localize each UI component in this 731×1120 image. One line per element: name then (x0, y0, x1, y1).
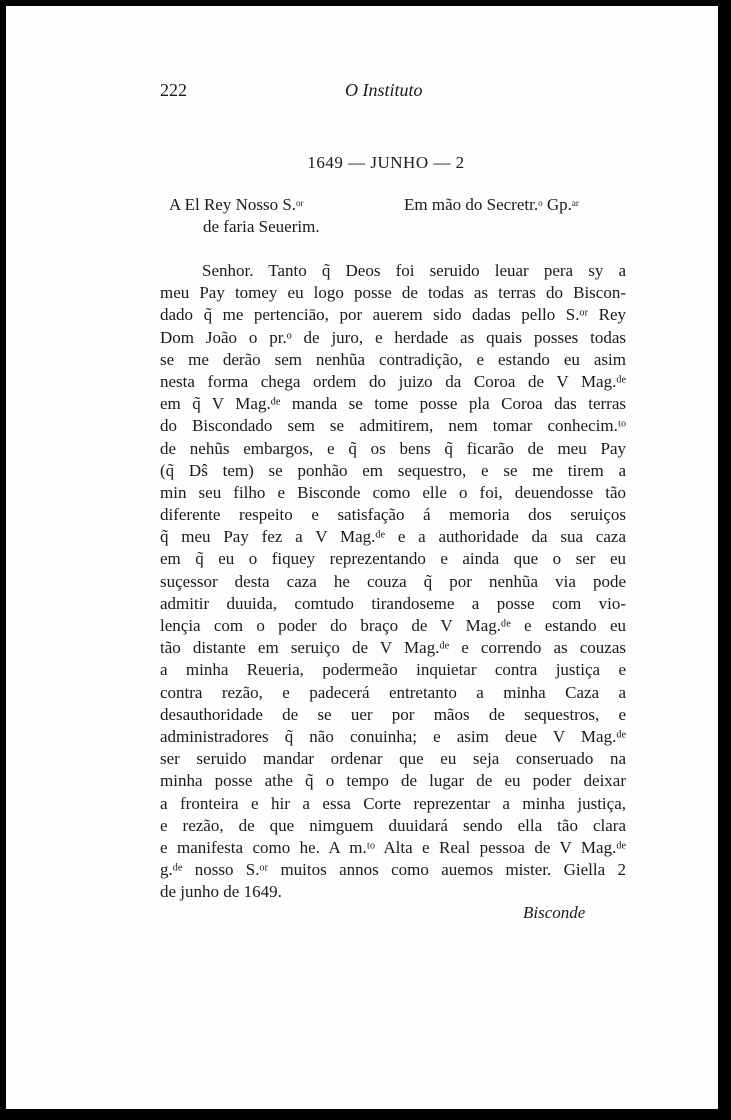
body-line: de nehũs embargos, e q̃ os bens q̃ ficarão de meu Pay (160, 438, 626, 458)
signature: Bisconde (523, 903, 586, 922)
body-line: administradores q̃ não conuinha; e asim deue V Mag.ᵈᵉ (160, 726, 626, 746)
letter-body (160, 260, 626, 903)
body-line: Dom João o pr.ᵒ de juro, e herdade as quais posses todas (160, 327, 626, 347)
body-line: a minha Reueria, podermeão inquietar contra justiça e (160, 660, 626, 680)
body-line: (q̃ Dŝ tem) se ponhão em sequestro, e se me tirem a (160, 460, 626, 480)
addressee-block (169, 194, 320, 238)
body-line: minha posse athe q̃ o tempo de lugar de eu poder deixar (160, 771, 626, 791)
body-line: tão distante em seruiço de V Mag.ᵈᵉ e correndo as couzas (160, 638, 626, 658)
body-line: suçessor desta caza he couza q̃ por nenhũa via pode (160, 571, 626, 591)
body-line: e manifesta como he. A m.ᵗᵒ Alta e Real pessoa de V Mag.ᵈᵉ (160, 837, 626, 857)
addressee-line-1: A El Rey Nosso S.$^{or}$ (169, 195, 304, 214)
body-line: em q̃ eu o fiquey reprezentando e ainda que o ser eu (160, 549, 626, 569)
body-line: nesta forma chega ordem do juizo da Coroa de V Mag.ᵈᵉ (160, 371, 626, 391)
body-line: admitir duuida, comtudo tirandoseme a posse com vio- (160, 593, 626, 613)
body-line: se me derão sem nenhũa contradição, e estando eu asim (160, 349, 626, 369)
page-header (6, 80, 724, 104)
body-line: g.ᵈᵉ nosso S.ᵒʳ muitos annos como auemos mister. Giella 2 (160, 860, 626, 880)
body-line: contra rezão, e padecerá entretanto a minha Caza a (160, 682, 626, 702)
page-number: 222 (160, 80, 187, 100)
letter-date-heading: 1649 — JUNHO — 2 (307, 153, 465, 172)
body-line: do Biscondado sem se admitirem, nem tomar conhecim.ᵗᵒ (160, 416, 626, 436)
document-page (6, 6, 724, 1109)
body-line: e rezão, de que nimguem duuidará sendo ella tão clara (160, 815, 626, 835)
body-line: diferente respeito e satisfação á memoria dos seruiços (160, 505, 626, 525)
body-line: meu Pay tomey eu logo posse de todas as terras do Biscon- (160, 283, 626, 303)
body-line: ser seruido mandar ordenar que eu seja conseruado na (160, 749, 626, 769)
body-line: lençia com o poder do braço de V Mag.ᵈᵉ e estando eu (160, 616, 626, 635)
delivery-note: Em mão do Secretr.$^o$ Gp.$^{ar}$ (404, 195, 579, 214)
body-line: de junho de 1649. (160, 882, 282, 902)
body-line: dado q̃ me pertenciāo, por auerem sido dadas pello S.ᵒʳ Rey (160, 305, 626, 325)
running-title: O Instituto (345, 80, 423, 100)
addressee-line-2: de faria Seuerim. (203, 217, 320, 236)
body-line: min seu filho e Bisconde como elle o foi, deuendosse tão (160, 482, 626, 502)
body-line: desauthoridade de se uer por mãos de sequestros, e (160, 704, 626, 724)
body-line: q̃ meu Pay fez a V Mag.ᵈᵉ e a authoridade da sua caza (160, 527, 626, 547)
body-line: a fronteira e hir a essa Corte reprezentar a minha justiça, (160, 793, 626, 813)
body-line: em q̃ V Mag.ᵈᵉ manda se tome posse pla Coroa das terras (160, 394, 626, 414)
body-line: Senhor. Tanto q̃ Deos foi seruido leuar pera sy a (202, 261, 626, 280)
